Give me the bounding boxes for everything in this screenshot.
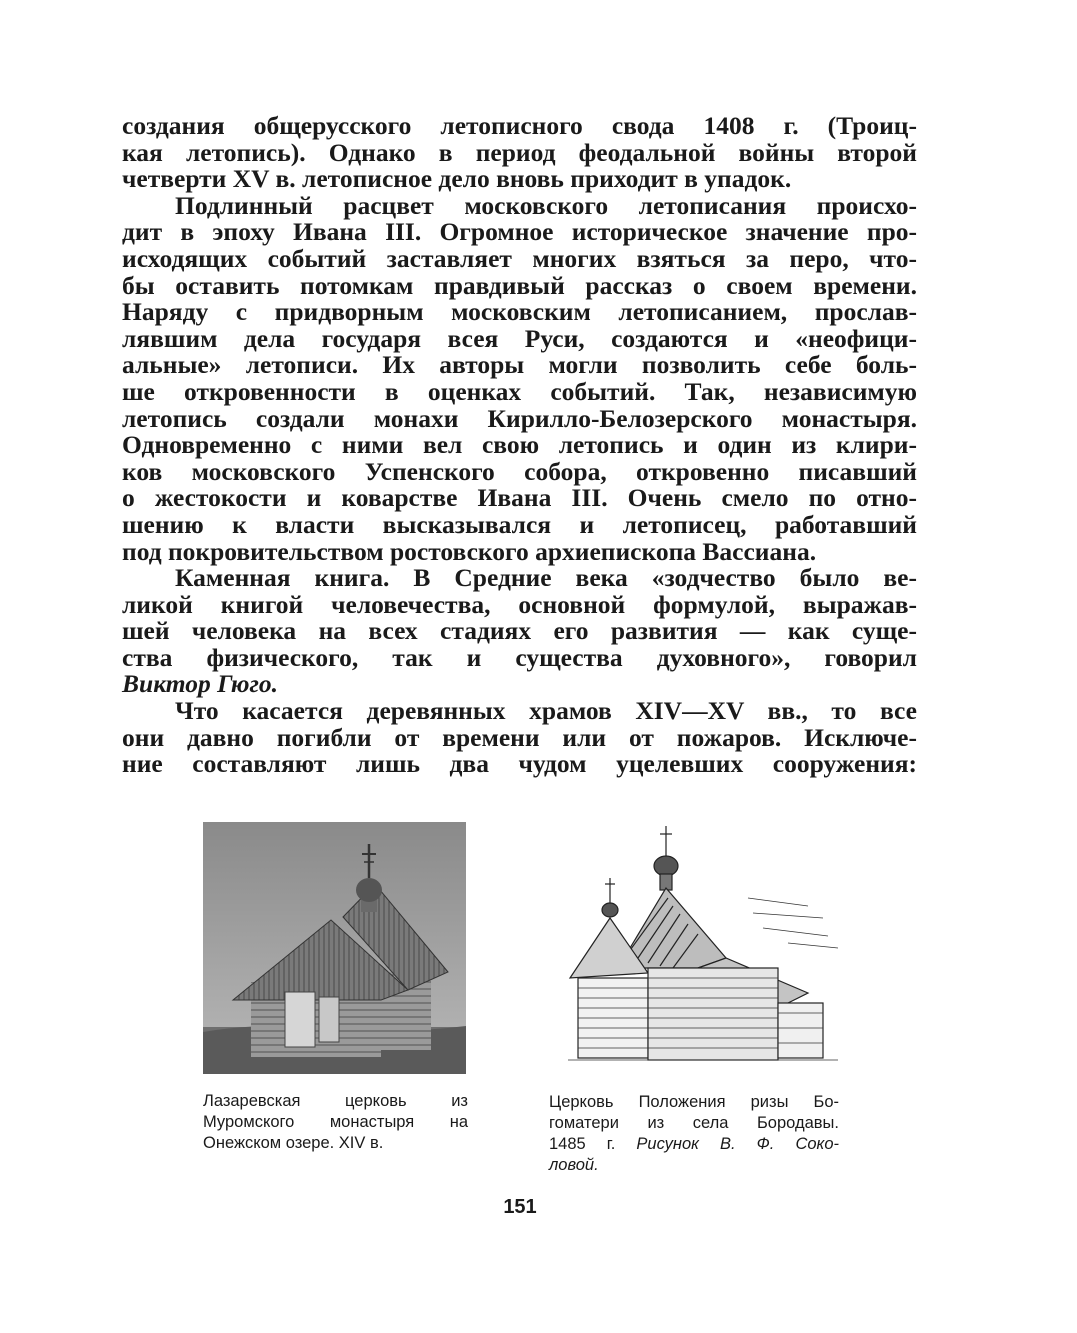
caption-line: Онежском озере. XIV в.: [203, 1134, 384, 1152]
main-text: [122, 113, 917, 778]
page-number: 151: [503, 1196, 537, 1218]
text-line: ше откровенности в оценках событий. Так, независимую: [122, 376, 917, 406]
text-line: альные» летописи. Их авторы могли позволить себе боль-: [122, 350, 917, 380]
caption-line: [549, 1134, 839, 1155]
figure-caption-borodava: [549, 1092, 839, 1176]
text-line: летопись создали монахи Кирилло-Белозерского монастыря.: [122, 403, 917, 433]
text-line: лявшим дела государя всея Руси, создаются и «неофици-: [122, 323, 917, 353]
section-heading: Каменная книга.: [175, 563, 390, 593]
caption-credit: Рисунок В. Ф. Соко-: [636, 1135, 839, 1153]
text-line: они давно погибли от времени или от пожаров. Исключе-: [122, 722, 917, 752]
text-line: ние составляют лишь два чудом уцелевших сооружения:: [122, 749, 917, 779]
text-line: ства физического, так и существа духовного», говорил: [122, 642, 917, 672]
caption-line: Лазаревская церковь из: [203, 1092, 468, 1110]
text-line: кая летопись). Однако в период феодальной войны второй: [122, 137, 917, 167]
caption-date: 1485 г.: [549, 1135, 637, 1153]
text-line: Подлинный расцвет московского летописания происхо-: [175, 190, 917, 220]
text-line: ликой книгой человечества, основной формулой, выражав-: [122, 589, 917, 619]
text-line: дит в эпоху Ивана III. Огромное историческое значение про-: [122, 217, 917, 247]
text-line: исходящих событий заставляет многих взяться за перо, что-: [122, 243, 917, 273]
text-line: шению к власти высказывался и летописец, работавший: [122, 509, 917, 539]
text-line: под покровительством ростовского архиепископа Вассиана.: [122, 536, 817, 566]
text-line: о жестокости и коварстве Ивана III. Очень смело по отно-: [122, 483, 917, 513]
text-line: ков московского Успенского собора, откровенно писавший: [122, 456, 917, 486]
church-photo-lazarus: [203, 822, 466, 1074]
text-line: Что касается деревянных храмов XIV—XV вв., то все: [175, 696, 917, 726]
quote-author: Виктор Гюго.: [122, 669, 279, 699]
text-line: создания общерусского летописного свода 1408 г. (Троиц-: [122, 111, 917, 140]
church-drawing-borodava: [548, 818, 868, 1080]
text-line: Наряду с придворным московским летописанием, прослав-: [122, 297, 917, 327]
text-line: Одновременно с ними вел свою летопись и один из клири-: [122, 430, 917, 460]
figure-caption-lazarus: [203, 1091, 468, 1154]
text-line: шей человека на всех стадиях его развития — как суще-: [122, 616, 917, 646]
text-line: [122, 565, 917, 592]
caption-line: гоматери из села Бородавы.: [549, 1114, 839, 1132]
text-fragment: В Средние века «зодчество было ве-: [389, 563, 917, 593]
text-line: четверти XV в. летописное дело вновь приходит в упадок.: [122, 164, 792, 194]
caption-line: Муромского монастыря на: [203, 1113, 468, 1131]
text-line: бы оставить потомкам правдивый рассказ о своем времени.: [122, 270, 917, 300]
caption-credit-end: ловой.: [549, 1156, 599, 1174]
caption-line: Церковь Положения ризы Бо-: [549, 1093, 839, 1111]
